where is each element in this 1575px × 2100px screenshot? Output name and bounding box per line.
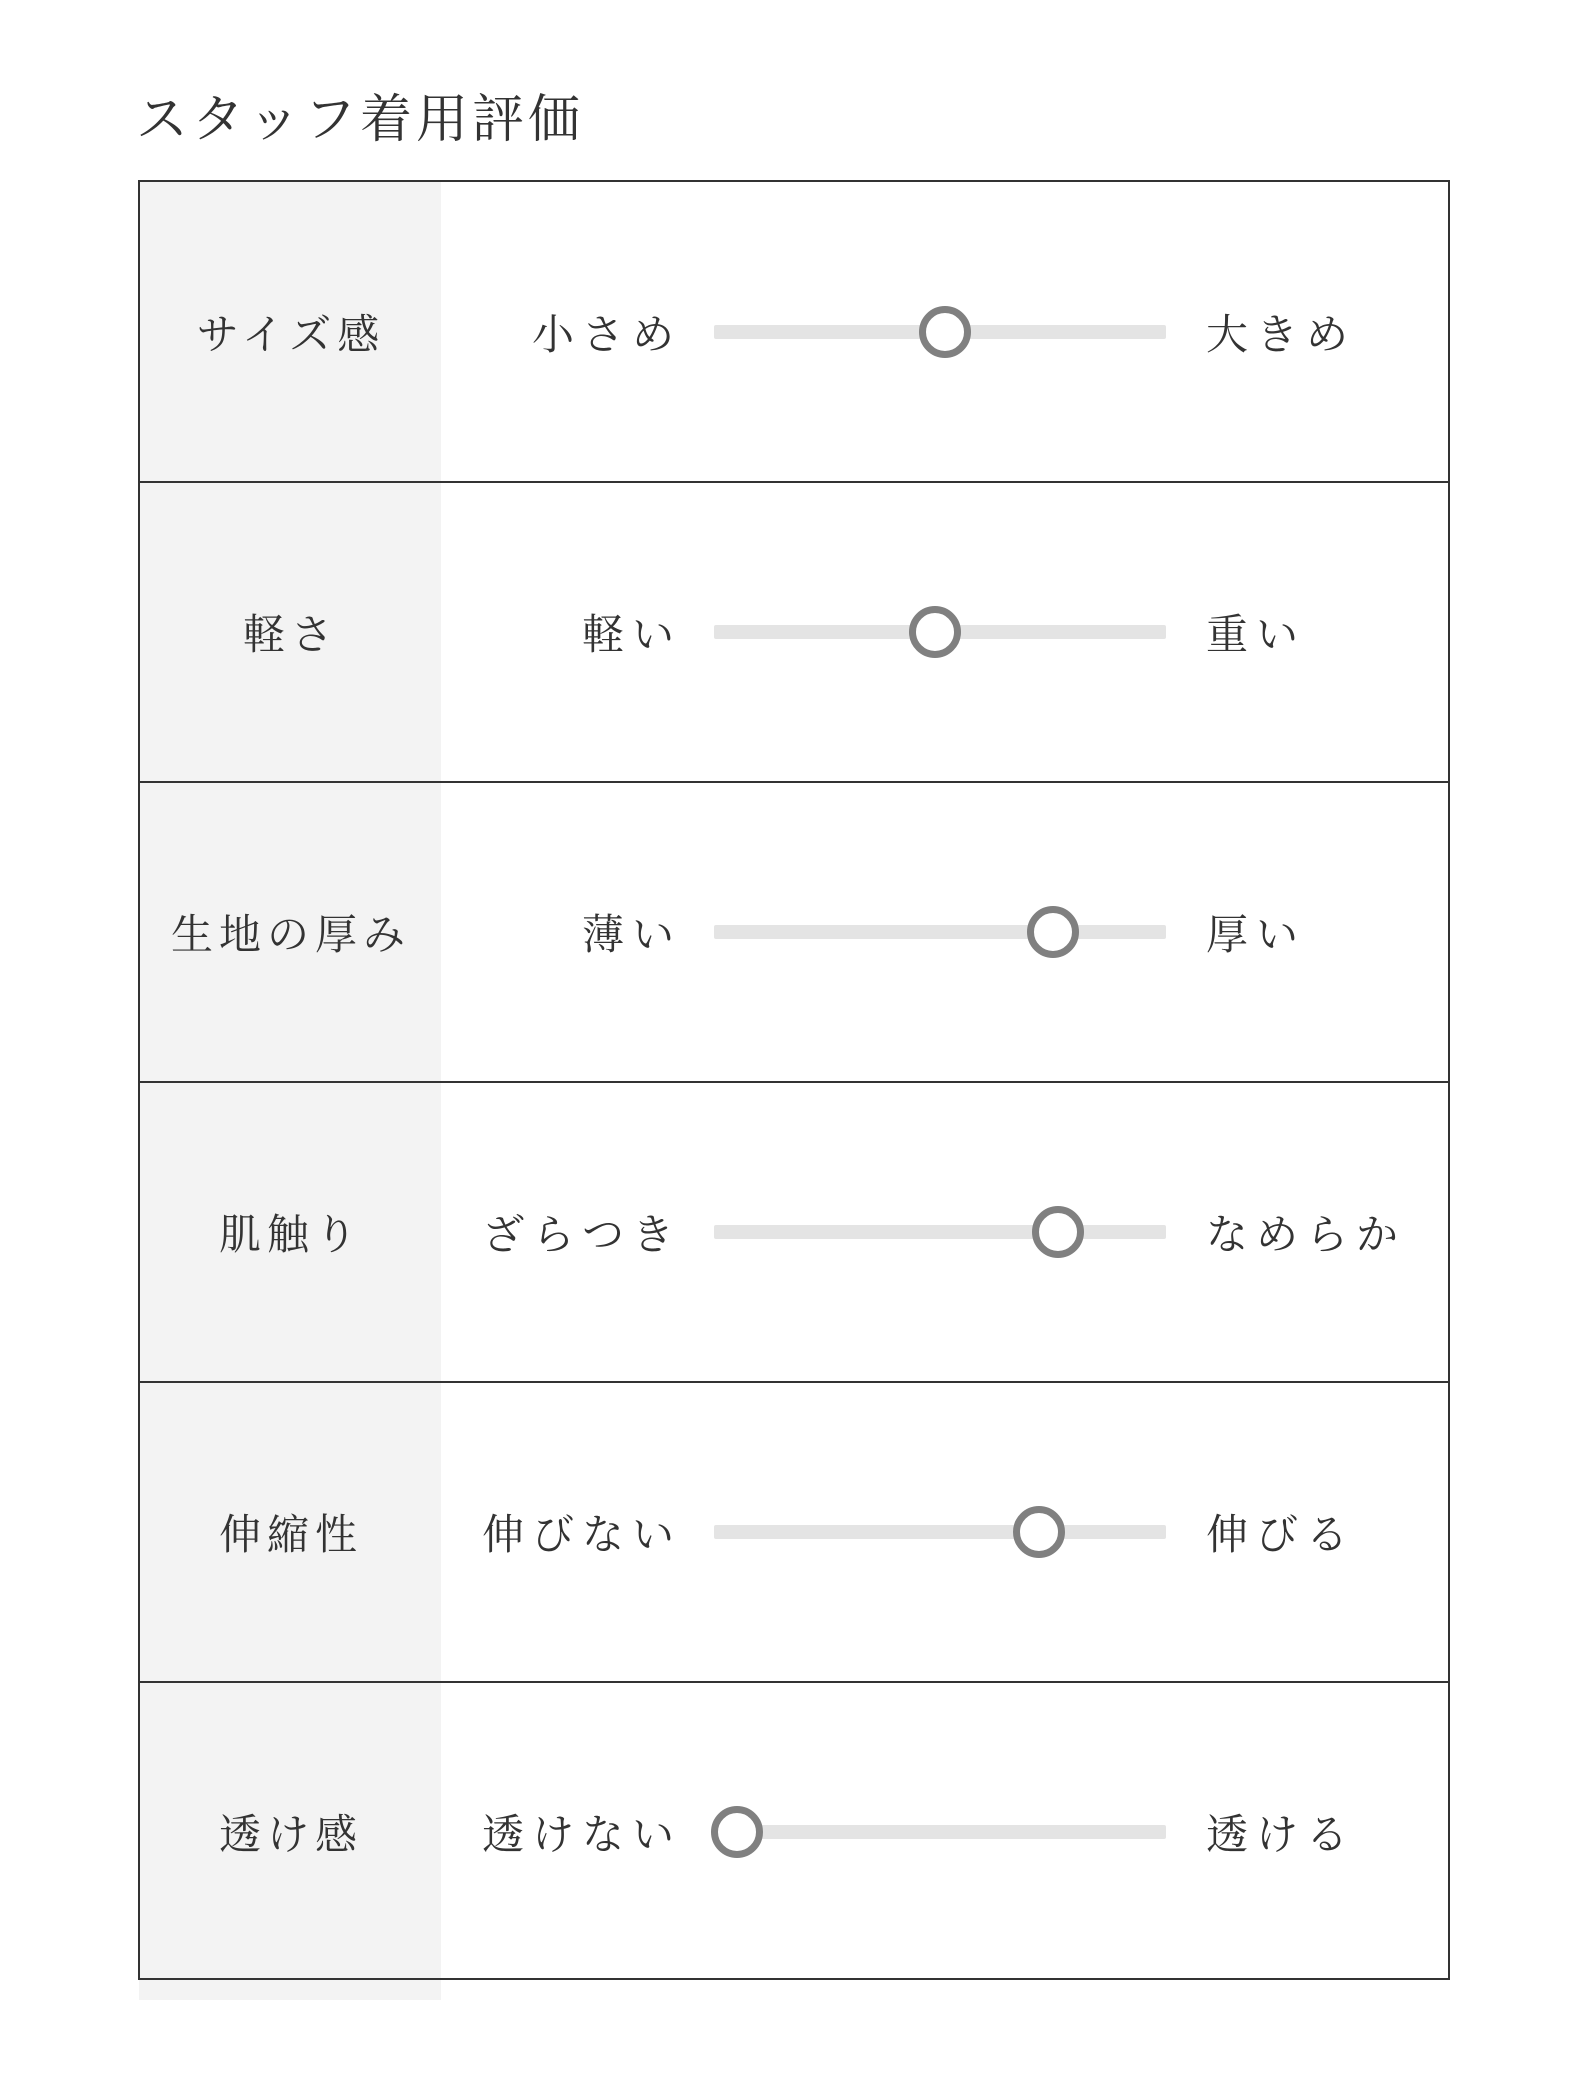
scale-max-label: 重い [1206,610,1307,659]
scale-max-label: 厚い [1206,910,1307,959]
scale-min-label: ざらつき [482,1210,682,1259]
slider-track[interactable] [714,1225,1166,1239]
scale-min-label: 透けない [481,1810,682,1859]
slider-knob[interactable] [919,306,971,358]
scale-max-label: 大きめ [1206,310,1357,359]
slider-knob[interactable] [1013,1506,1065,1558]
rating-table [138,180,1450,1980]
rating-row-thickness [140,782,1448,1082]
slider-knob[interactable] [909,606,961,658]
scale-min-label: 薄い [581,910,682,959]
slider-knob[interactable] [1027,906,1079,958]
row-label: 透け感 [218,1810,363,1859]
rating-row-weight [140,482,1448,782]
row-label: 軽さ [242,610,339,659]
slider-track[interactable] [714,1825,1166,1839]
scale-min-label: 伸びない [481,1510,682,1559]
slider-knob[interactable] [1032,1206,1084,1258]
scale-min-label: 軽い [581,610,682,659]
page-title: スタッフ着用評価 [136,90,585,150]
row-label: 生地の厚み [170,910,411,959]
scale-min-label: 小さめ [531,310,682,359]
rating-row-stretch [140,1382,1448,1682]
scale-max-label: 伸びる [1206,1510,1357,1559]
row-label: 伸縮性 [218,1510,363,1559]
row-label: 肌触り [218,1210,363,1259]
slider-track[interactable] [714,925,1166,939]
slider-knob[interactable] [711,1806,763,1858]
slider-track[interactable] [714,325,1166,339]
scale-max-label: なめらか [1206,1210,1407,1259]
scale-max-label: 透ける [1206,1810,1357,1859]
rating-row-texture [140,1082,1448,1382]
slider-track[interactable] [714,625,1166,639]
row-label: サイズ感 [196,310,386,359]
slider-track[interactable] [714,1525,1166,1539]
rating-row-sheerness [140,1682,1448,1982]
rating-row-size [140,182,1448,482]
